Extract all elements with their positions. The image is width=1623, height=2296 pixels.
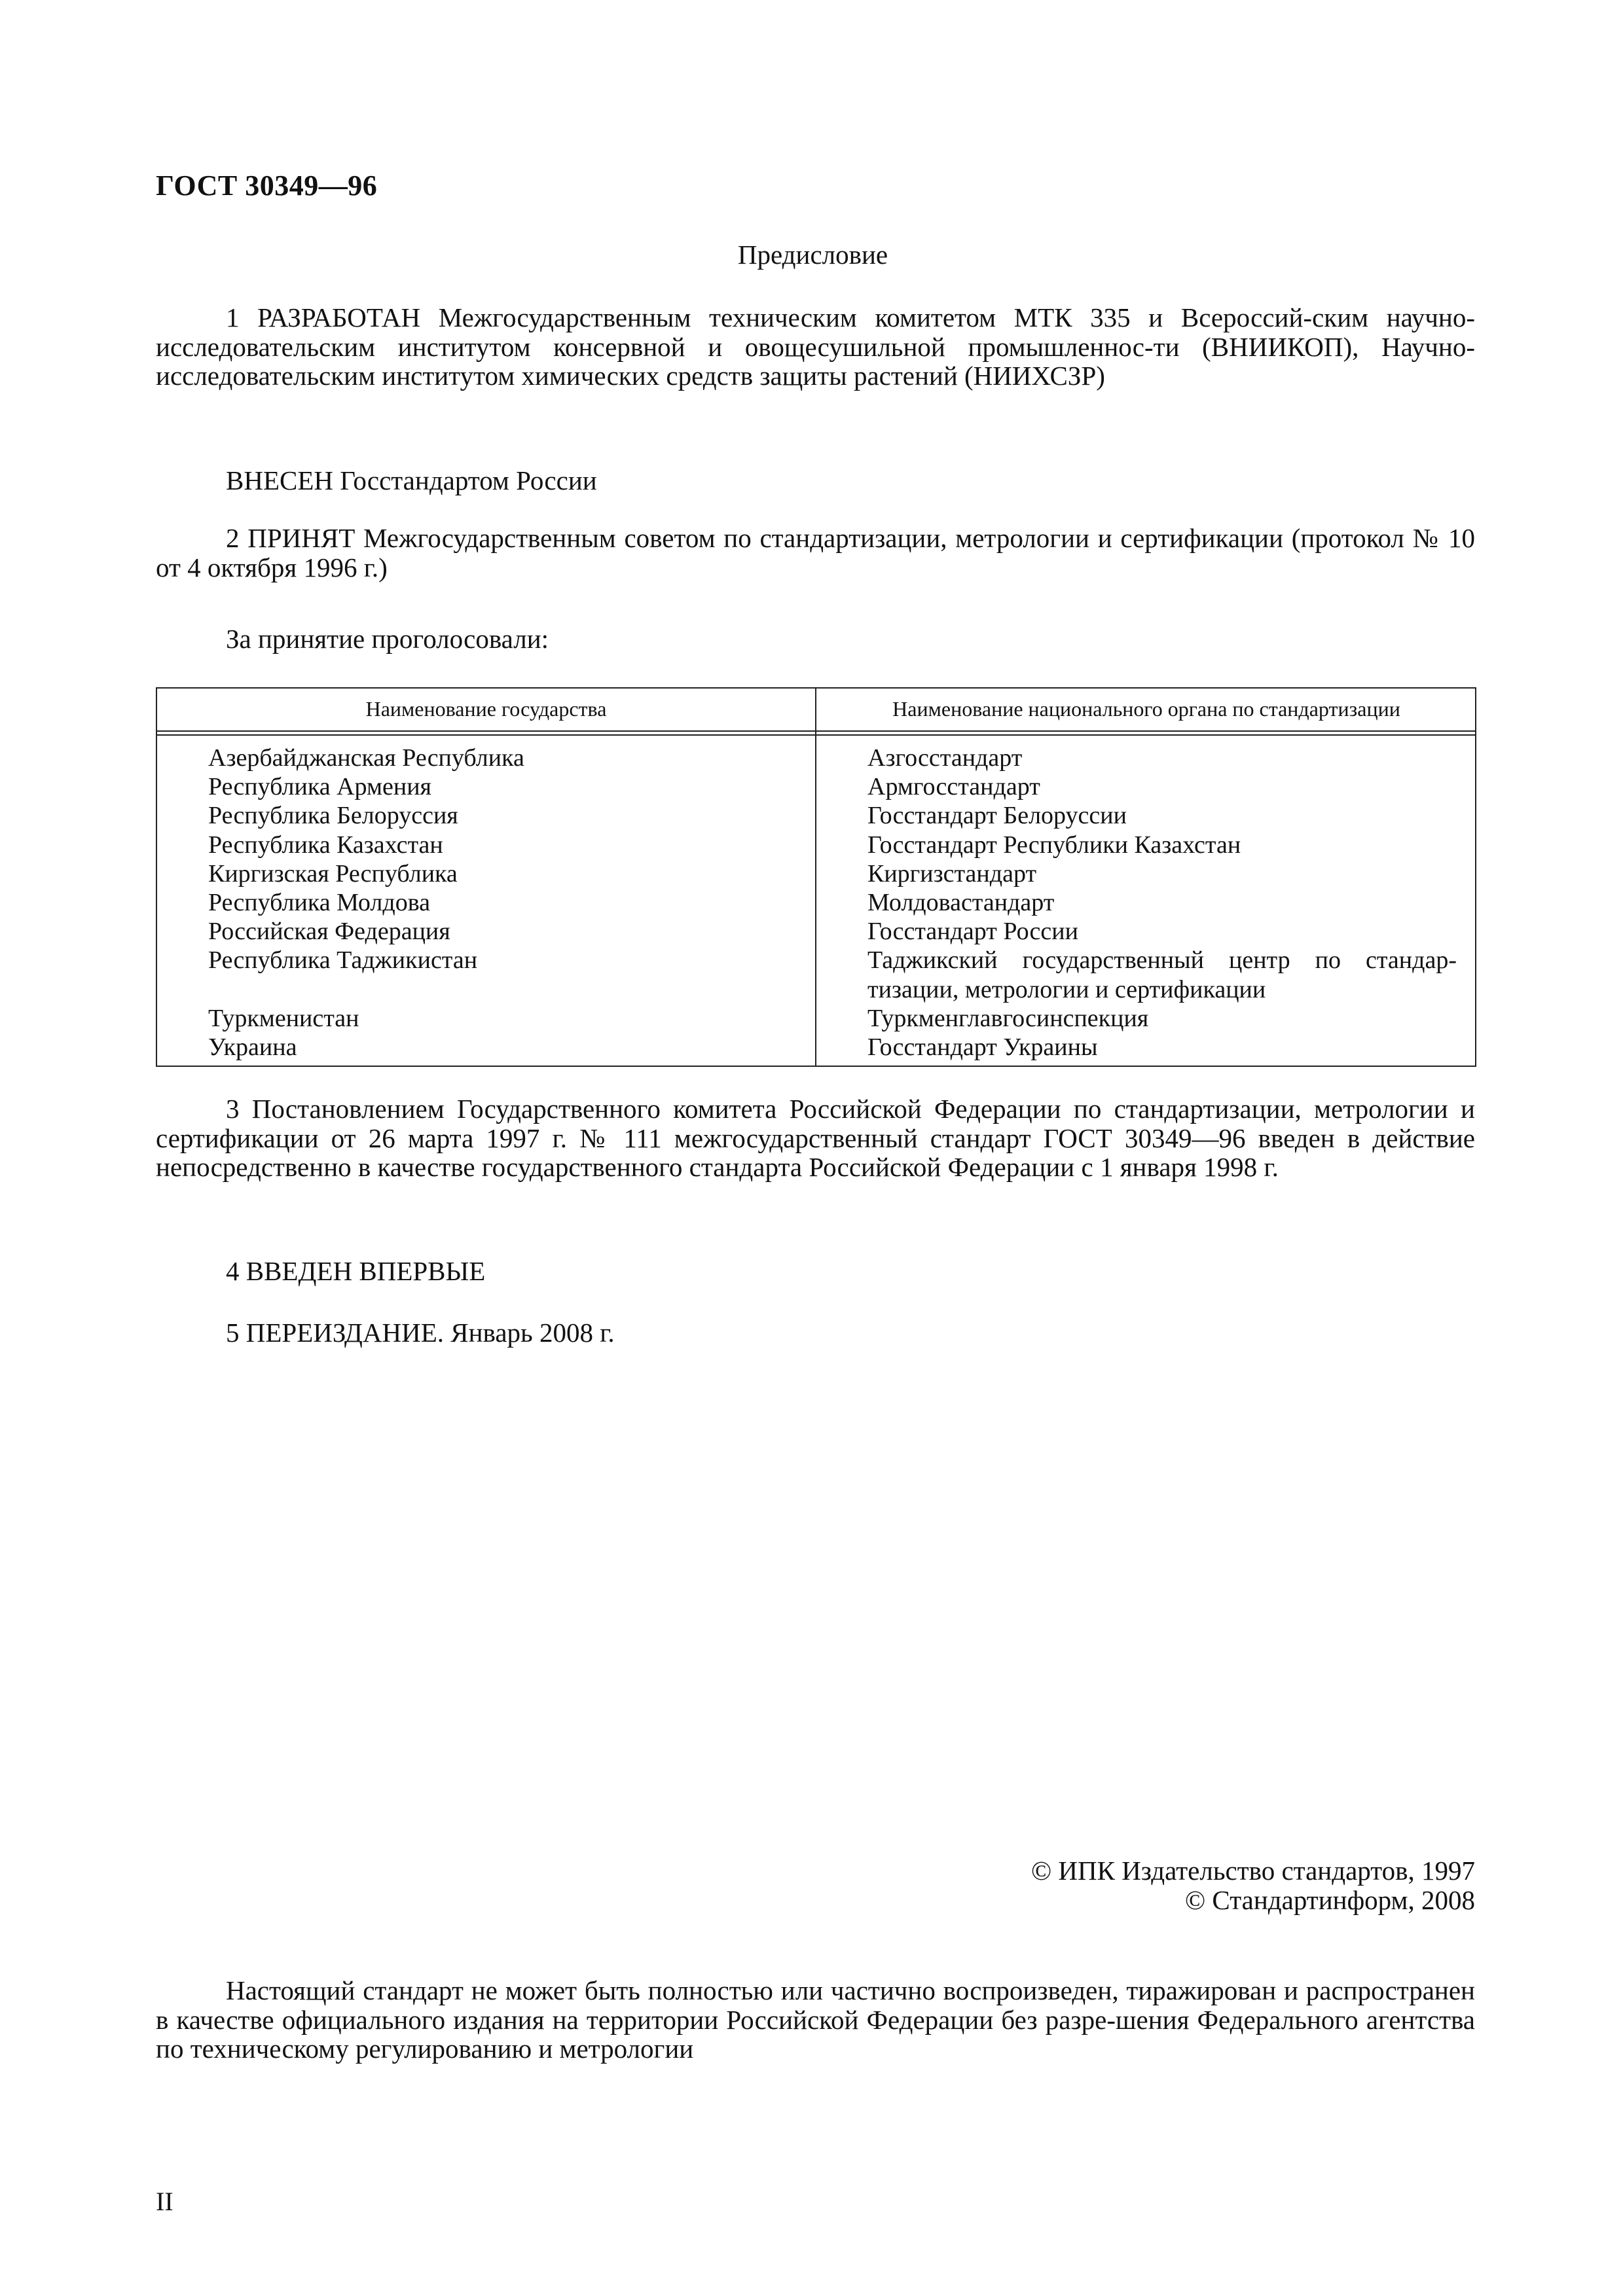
table-cell-state: Республика Белоруссия bbox=[208, 802, 458, 830]
table-cell-body: Госстандарт Украины bbox=[867, 1033, 1098, 1062]
table-cell-body: Госстандарт Республики Казахстан bbox=[867, 831, 1241, 859]
table-cell-state: Республика Молдова bbox=[208, 889, 431, 917]
table-cell-state: Республика Армения bbox=[208, 773, 432, 801]
table-cell-state: Туркменистан bbox=[208, 1004, 359, 1032]
table-cell-spacer bbox=[208, 975, 797, 1004]
section-enacted bbox=[156, 1094, 1475, 1182]
table-cell-state: Киргизская Республика bbox=[208, 859, 458, 888]
table-column-states bbox=[208, 744, 797, 1062]
page-number: II bbox=[156, 2187, 173, 2216]
section-developed-text: 1 РАЗРАБОТАН Межгосударственным техническим комитетом МТК 335 и Всероссий-ским научно-исследовательским институтом консервной и овощесушильной промышленнос-ти (ВНИИКОП), Научно-исследовательским институтом химических средств защиты растений (НИИХСЗР) bbox=[156, 302, 1475, 391]
page-title: Предисловие bbox=[737, 240, 888, 270]
table-cell-state: Украина bbox=[208, 1033, 297, 1062]
copyright-line-1: © ИПК Издательство стандартов, 1997 bbox=[1030, 1856, 1475, 1886]
table-cell-state: Российская Федерация bbox=[208, 918, 450, 946]
copyright-line-2: © Стандартинформ, 2008 bbox=[1185, 1885, 1475, 1915]
reproduction-notice bbox=[156, 1976, 1475, 2064]
section-reissue: 5 ПЕРЕИЗДАНИЕ. Январь 2008 г. bbox=[226, 1318, 615, 1348]
table-cell-body: Армгосстандарт bbox=[867, 773, 1040, 801]
table-cell-body: Госстандарт Белоруссии bbox=[867, 802, 1127, 830]
voting-table bbox=[156, 687, 1476, 1067]
section-enacted-text: 3 Постановлением Государственного комитета Российской Федерации по стандартизации, метрологии и сертификации от 26 марта 1997 г. № 111 межгосударственный стандарт ГОСТ 30349—96 введен в действие непосредственно в качестве государственного стандарта Российской Федерации с 1 января 1998 г. bbox=[156, 1094, 1475, 1182]
section-first: 4 ВВЕДЕН ВПЕРВЫЕ bbox=[226, 1256, 486, 1286]
standard-code: ГОСТ 30349—96 bbox=[156, 170, 378, 202]
table-cell-body: Туркменглавгосинспекция bbox=[867, 1004, 1149, 1032]
section-adopted-text: 2 ПРИНЯТ Межгосударственным советом по стандартизации, метрологии и сертификации (протокол № 10 от 4 октября 1996 г.) bbox=[156, 523, 1475, 583]
table-cell-body: Азгосстандарт bbox=[867, 744, 1023, 772]
section-voted: За принятие проголосовали: bbox=[226, 624, 549, 654]
table-cell-state: Республика Казахстан bbox=[208, 831, 443, 859]
table-header-divider-double bbox=[157, 734, 1475, 736]
table-cell-state: Азербайджанская Республика bbox=[208, 744, 524, 772]
section-introduced: ВНЕСЕН Госстандартом России bbox=[226, 465, 597, 495]
table-cell-body-continued: тизации, метрологии и сертификации bbox=[867, 975, 1266, 1003]
copyright-block bbox=[1031, 1856, 1475, 1915]
table-column-divider bbox=[815, 689, 816, 1066]
table-cell-state: Республика Таджикистан bbox=[208, 946, 478, 975]
table-column-bodies bbox=[867, 744, 1457, 1062]
table-header-divider bbox=[157, 730, 1475, 732]
table-cell-body: Молдовастандарт bbox=[867, 889, 1055, 917]
section-adopted bbox=[156, 524, 1475, 582]
table-header-body: Наименование национального органа по стандартизации bbox=[892, 697, 1400, 721]
table-cell-body: Госстандарт России bbox=[867, 918, 1078, 946]
reproduction-notice-text: Настоящий стандарт не может быть полностью или частично воспроизведен, тиражирован и распространен в качестве официального издания на территории Российской Федерации без разре-шения Федерального агентства по техническому регулированию и метрологии bbox=[156, 1975, 1475, 2064]
section-developed bbox=[156, 303, 1475, 391]
table-cell-body: Киргизстандарт bbox=[867, 859, 1037, 888]
table-header-state: Наименование государства bbox=[365, 697, 607, 721]
table-cell-body: Таджикский государственный центр по стандар- bbox=[867, 946, 1457, 975]
